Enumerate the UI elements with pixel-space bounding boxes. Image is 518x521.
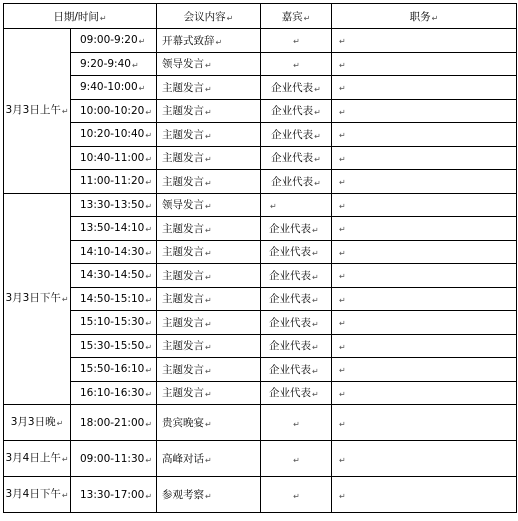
date-cell: 3月3日下午↵ — [4, 193, 71, 405]
time-cell: 11:00-11:20↵ — [71, 170, 157, 194]
guest-cell: 企业代表↵ — [261, 99, 332, 123]
duty-cell: ↵ — [332, 334, 517, 358]
duty-cell: ↵ — [332, 358, 517, 382]
content-cell: 主题发言↵ — [157, 146, 261, 170]
content-cell: 开幕式致辞↵ — [157, 29, 261, 53]
duty-cell: ↵ — [332, 170, 517, 194]
table-row — [4, 240, 517, 264]
time-cell: 15:30-15:50↵ — [71, 334, 157, 358]
header-guest: 嘉宾↵ — [261, 4, 332, 29]
table-row — [4, 146, 517, 170]
table-row — [4, 99, 517, 123]
guest-cell: ↵ — [261, 29, 332, 53]
date-cell: 3月3日上午↵ — [4, 29, 71, 194]
time-cell: 10:20-10:40↵ — [71, 123, 157, 147]
time-cell: 10:00-10:20↵ — [71, 99, 157, 123]
duty-cell: ↵ — [332, 477, 517, 513]
guest-cell: 企业代表↵ — [261, 217, 332, 241]
guest-cell: ↵ — [261, 52, 332, 76]
duty-cell: ↵ — [332, 217, 517, 241]
guest-cell: ↵ — [261, 193, 332, 217]
time-cell: 18:00-21:00↵ — [71, 405, 157, 441]
table-row — [4, 477, 517, 513]
content-cell: 高峰对话↵ — [157, 441, 261, 477]
time-cell: 15:10-15:30↵ — [71, 311, 157, 335]
content-cell: 主题发言↵ — [157, 217, 261, 241]
date-cell: 3月4日下午↵ — [4, 477, 71, 513]
content-cell: 主题发言↵ — [157, 311, 261, 335]
duty-cell: ↵ — [332, 29, 517, 53]
table-row — [4, 76, 517, 100]
content-cell: 主题发言↵ — [157, 264, 261, 288]
duty-cell: ↵ — [332, 52, 517, 76]
time-cell: 9:20-9:40↵ — [71, 52, 157, 76]
date-cell: 3月4日上午↵ — [4, 441, 71, 477]
duty-cell: ↵ — [332, 405, 517, 441]
table-row — [4, 170, 517, 194]
content-cell: 主题发言↵ — [157, 358, 261, 382]
time-cell: 09:00-9:20↵ — [71, 29, 157, 53]
time-cell: 14:30-14:50↵ — [71, 264, 157, 288]
table-row — [4, 405, 517, 441]
duty-cell: ↵ — [332, 287, 517, 311]
schedule-body — [4, 29, 517, 513]
guest-cell: 企业代表↵ — [261, 358, 332, 382]
content-cell: 参观考察↵ — [157, 477, 261, 513]
time-cell: 13:50-14:10↵ — [71, 217, 157, 241]
table-row — [4, 381, 517, 405]
guest-cell: 企业代表↵ — [261, 287, 332, 311]
time-cell: 16:10-16:30↵ — [71, 381, 157, 405]
content-cell: 领导发言↵ — [157, 193, 261, 217]
time-cell: 9:40-10:00↵ — [71, 76, 157, 100]
table-row — [4, 52, 517, 76]
time-cell: 13:30-17:00↵ — [71, 477, 157, 513]
guest-cell: ↵ — [261, 477, 332, 513]
content-cell: 主题发言↵ — [157, 381, 261, 405]
guest-cell: 企业代表↵ — [261, 123, 332, 147]
content-cell: 主题发言↵ — [157, 240, 261, 264]
table-row — [4, 193, 517, 217]
table-row — [4, 264, 517, 288]
guest-cell: 企业代表↵ — [261, 170, 332, 194]
content-cell: 主题发言↵ — [157, 170, 261, 194]
table-row — [4, 123, 517, 147]
guest-cell: 企业代表↵ — [261, 311, 332, 335]
table-row — [4, 358, 517, 382]
table-row — [4, 441, 517, 477]
duty-cell: ↵ — [332, 240, 517, 264]
duty-cell: ↵ — [332, 441, 517, 477]
table-row — [4, 311, 517, 335]
table-row — [4, 334, 517, 358]
duty-cell: ↵ — [332, 76, 517, 100]
duty-cell: ↵ — [332, 146, 517, 170]
duty-cell: ↵ — [332, 99, 517, 123]
guest-cell: 企业代表↵ — [261, 334, 332, 358]
time-cell: 15:50-16:10↵ — [71, 358, 157, 382]
content-cell: 领导发言↵ — [157, 52, 261, 76]
table-row — [4, 217, 517, 241]
table-row — [4, 29, 517, 53]
header-duty: 职务↵ — [332, 4, 517, 29]
guest-cell: 企业代表↵ — [261, 240, 332, 264]
content-cell: 主题发言↵ — [157, 99, 261, 123]
schedule-table — [3, 3, 517, 513]
duty-cell: ↵ — [332, 123, 517, 147]
content-cell: 主题发言↵ — [157, 287, 261, 311]
guest-cell: 企业代表↵ — [261, 381, 332, 405]
duty-cell: ↵ — [332, 264, 517, 288]
duty-cell: ↵ — [332, 193, 517, 217]
guest-cell: 企业代表↵ — [261, 264, 332, 288]
header-row — [4, 4, 517, 29]
time-cell: 14:50-15:10↵ — [71, 287, 157, 311]
time-cell: 14:10-14:30↵ — [71, 240, 157, 264]
table-row — [4, 287, 517, 311]
content-cell: 主题发言↵ — [157, 76, 261, 100]
duty-cell: ↵ — [332, 381, 517, 405]
content-cell: 主题发言↵ — [157, 334, 261, 358]
content-cell: 主题发言↵ — [157, 123, 261, 147]
header-content: 会议内容↵ — [157, 4, 261, 29]
content-cell: 贵宾晚宴↵ — [157, 405, 261, 441]
guest-cell: 企业代表↵ — [261, 146, 332, 170]
duty-cell: ↵ — [332, 311, 517, 335]
time-cell: 09:00-11:30↵ — [71, 441, 157, 477]
header-datetime: 日期/时间↵ — [4, 4, 157, 29]
guest-cell: ↵ — [261, 441, 332, 477]
guest-cell: ↵ — [261, 405, 332, 441]
guest-cell: 企业代表↵ — [261, 76, 332, 100]
time-cell: 13:30-13:50↵ — [71, 193, 157, 217]
date-cell: 3月3日晚↵ — [4, 405, 71, 441]
time-cell: 10:40-11:00↵ — [71, 146, 157, 170]
